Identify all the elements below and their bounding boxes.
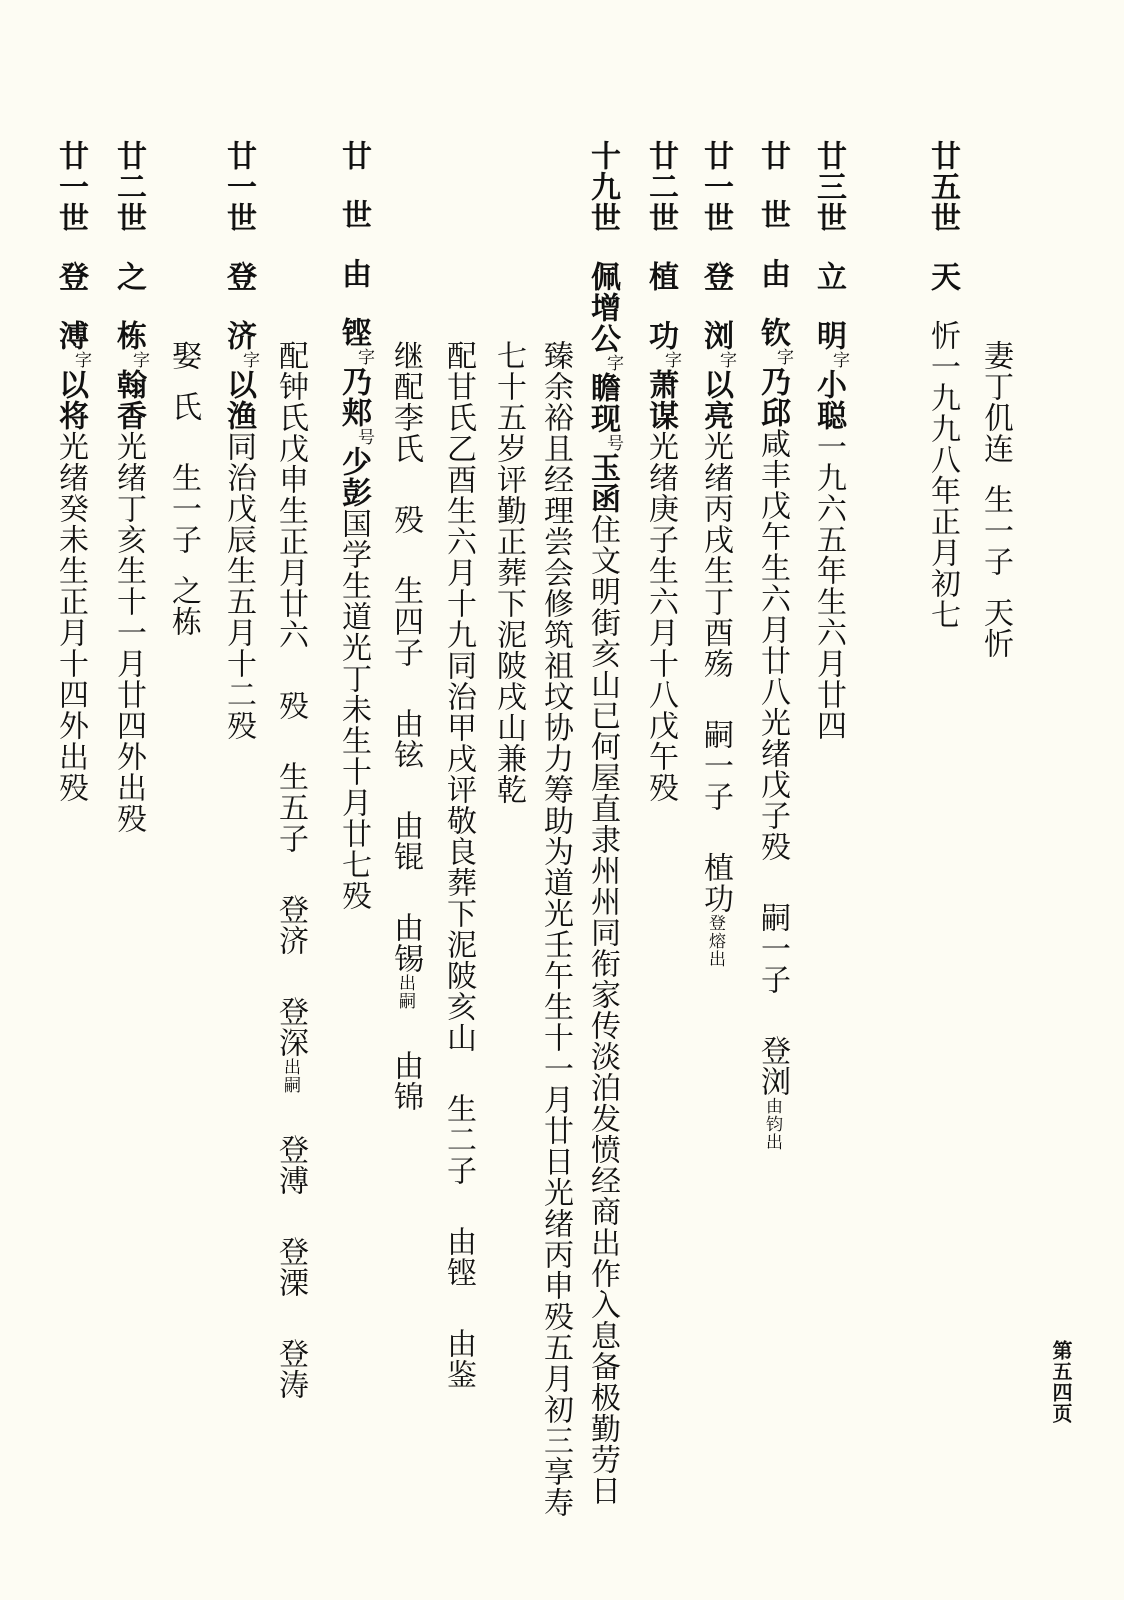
body-text: 由锡 <box>388 912 423 974</box>
body-text: 殁 <box>273 690 308 721</box>
body-text: 由铉 <box>388 708 423 770</box>
heading-text: 由 <box>336 258 371 289</box>
heading-text: 廿三世 <box>811 140 846 233</box>
heading-text: 立 <box>811 261 846 292</box>
body-text: 同治戊辰生五月十二殁 <box>221 431 256 741</box>
courtesy-marker: 字 <box>829 351 849 369</box>
body-text: 之栋 <box>166 575 201 637</box>
heading-text: 廿 <box>336 140 371 171</box>
body-text: 国学生道光丁未生十月廿七殁 <box>336 508 371 911</box>
body-text: 生一子 <box>978 484 1013 577</box>
heading-text: 世 <box>336 199 371 230</box>
heading-text: 明 <box>811 320 846 351</box>
body-text: 嗣一子 <box>755 902 790 995</box>
body-text: 娶 <box>166 340 201 371</box>
heading-text: 由 <box>755 258 790 289</box>
heading-text: 溥 <box>53 320 88 351</box>
body-text: 忻一九九八年正月初七 <box>925 320 960 630</box>
text-column <box>108 140 159 834</box>
heading-text: 十九世 <box>585 140 620 233</box>
body-text: 由铿 <box>441 1226 476 1288</box>
text-column <box>808 140 859 741</box>
body-text: 殁 <box>388 504 423 535</box>
body-text: 登济 <box>273 894 308 956</box>
body-text: 登涛 <box>273 1338 308 1400</box>
heading-text: 钦 <box>755 317 790 348</box>
text-column <box>640 140 691 803</box>
heading-text: 乃邱 <box>755 366 790 428</box>
text-column <box>922 140 962 630</box>
body-text: 由鉴 <box>441 1328 476 1390</box>
heading-text: 廿一世 <box>221 140 256 233</box>
body-text: 生四子 <box>388 575 423 668</box>
small-note: 由钧出 <box>762 1097 782 1151</box>
body-text: 一九六五年生六月廿四 <box>811 431 846 741</box>
courtesy-marker: 号 <box>603 434 623 452</box>
courtesy-marker: 字 <box>773 348 793 366</box>
courtesy-marker: 字 <box>129 351 149 369</box>
courtesy-marker: 字 <box>603 354 623 372</box>
heading-text: 瞻现 <box>585 372 620 434</box>
text-column <box>218 140 269 741</box>
body-text: 登浏 <box>755 1035 790 1097</box>
body-text: 由锟 <box>388 810 423 872</box>
body-text: 嗣一子 <box>698 719 733 812</box>
heading-text: 济 <box>221 320 256 351</box>
heading-text: 小聪 <box>811 369 846 431</box>
courtesy-marker: 字 <box>239 351 259 369</box>
heading-text: 以将 <box>53 369 88 431</box>
text-column <box>752 140 803 1151</box>
heading-text: 廿二世 <box>643 140 678 233</box>
courtesy-marker: 字 <box>354 348 374 366</box>
heading-text: 天 <box>925 261 960 292</box>
courtesy-marker: 字 <box>71 351 91 369</box>
body-text: 天忻 <box>978 597 1013 659</box>
body-text: 登溧 <box>273 1236 308 1298</box>
heading-text: 功 <box>643 320 678 351</box>
body-text: 氏 <box>166 391 201 422</box>
body-text: 光绪丁亥生十一月廿四外出殁 <box>111 431 146 834</box>
body-text: 生五子 <box>273 761 308 854</box>
heading-text: 廿一世 <box>53 140 88 233</box>
heading-text: 廿二世 <box>111 140 146 233</box>
heading-text: 之 <box>111 261 146 292</box>
heading-text: 世 <box>755 199 790 230</box>
heading-text: 登 <box>698 261 733 292</box>
courtesy-marker: 号 <box>354 428 374 446</box>
heading-text: 植 <box>643 261 678 292</box>
body-text: 继配李氏 <box>388 340 423 464</box>
text-column <box>582 140 633 1506</box>
heading-text: 栋 <box>111 320 146 351</box>
heading-text: 廿五世 <box>925 140 960 233</box>
text-column <box>488 140 528 805</box>
text-column <box>535 140 575 1518</box>
body-text: 植功 <box>698 852 733 914</box>
body-text: 住文明街亥山已何屋直隶州州同衔家传淡泊发愤经商出作入息备极勤劳日 <box>585 514 620 1506</box>
text-column <box>270 140 310 1400</box>
page-number: 第五四页 <box>1049 1340 1073 1424</box>
body-text: 配钟氏戊申生正月廿六 <box>273 340 308 650</box>
heading-text: 以亮 <box>698 369 733 431</box>
heading-text: 登 <box>53 261 88 292</box>
text-column <box>975 340 1015 659</box>
text-column <box>163 140 203 637</box>
body-text: 由锦 <box>388 1050 423 1112</box>
heading-text: 佩增公 <box>585 261 620 354</box>
body-text: 七十五岁评勤正葬下泥陂戌山兼乾 <box>491 340 526 805</box>
heading-text: 乃郏 <box>336 366 371 428</box>
heading-text: 登 <box>221 261 256 292</box>
heading-text: 翰香 <box>111 369 146 431</box>
body-text: 生二子 <box>441 1093 476 1186</box>
text-column <box>333 140 384 911</box>
small-note: 出嗣 <box>280 1058 300 1094</box>
body-text: 光绪癸未生正月十四外出殁 <box>53 431 88 803</box>
heading-text: 玉函 <box>585 452 620 514</box>
body-text: 光绪庚子生六月十八戊午殁 <box>643 431 678 803</box>
heading-text: 少彭 <box>336 446 371 508</box>
heading-text: 铿 <box>336 317 371 348</box>
small-note: 登熔出 <box>705 914 725 968</box>
body-text: 臻余裕且经理尝会修筑祖坟协力筹助为道光壬午生十一月廿日光绪丙申殁五月初三享寿 <box>538 340 573 1518</box>
text-column <box>385 140 425 1112</box>
courtesy-marker: 字 <box>716 351 736 369</box>
body-text: 配甘氏乙酉生六月十九同治甲戌评敬良葬下泥陂亥山 <box>441 340 476 1053</box>
body-text: 妻丁仉连 <box>978 340 1013 464</box>
text-column <box>438 140 478 1390</box>
heading-text: 浏 <box>698 320 733 351</box>
body-text: 光绪丙戌生丁酉殇 <box>698 431 733 679</box>
small-note: 出嗣 <box>395 974 415 1010</box>
text-column <box>50 140 101 803</box>
body-text: 生一子 <box>166 462 201 555</box>
body-text: 登深 <box>273 996 308 1058</box>
body-text: 登溥 <box>273 1134 308 1196</box>
text-column <box>695 140 746 968</box>
heading-text: 萧谋 <box>643 369 678 431</box>
heading-text: 以渔 <box>221 369 256 431</box>
body-text: 咸丰戊午生六月廿八光绪戊子殁 <box>755 428 790 862</box>
heading-text: 廿 <box>755 140 790 171</box>
heading-text: 廿一世 <box>698 140 733 233</box>
courtesy-marker: 字 <box>661 351 681 369</box>
